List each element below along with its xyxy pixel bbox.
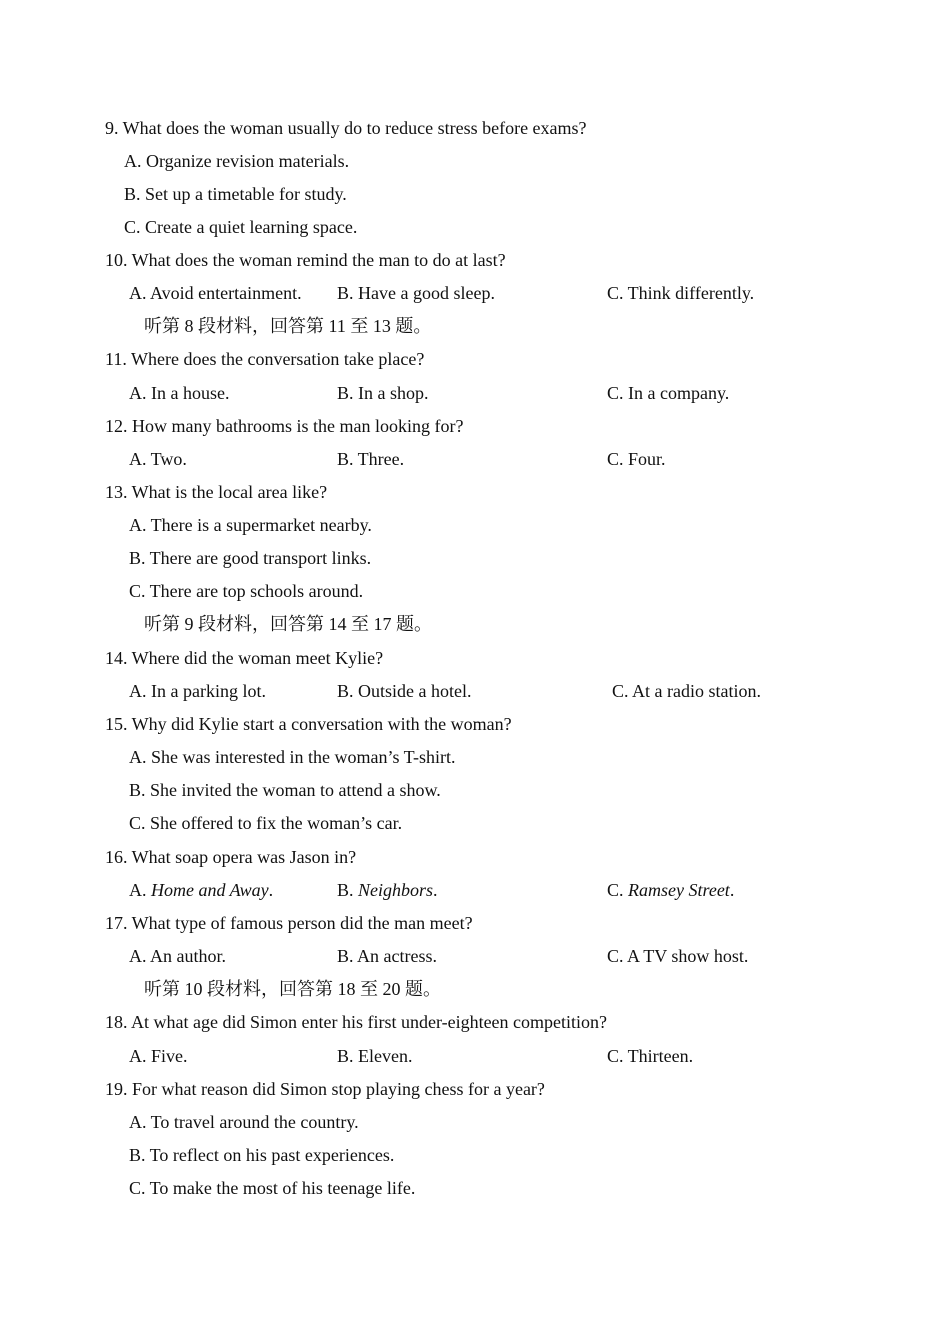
option-period: . <box>729 880 735 900</box>
option-title: Neighbors <box>358 880 434 900</box>
question-11-option-a: A. In a house. <box>129 383 230 403</box>
option-title: Ramsey Street <box>628 880 730 900</box>
question-10-option-a: A. Avoid entertainment. <box>129 283 302 303</box>
question-11-option-c: C. In a company. <box>607 383 730 403</box>
option-title: Home and Away <box>151 880 269 900</box>
question-13-stem: 13. What is the local area like? <box>105 482 328 502</box>
question-19-option-a: A. To travel around the country. <box>129 1112 359 1132</box>
question-14-option-a: A. In a parking lot. <box>129 681 266 701</box>
question-10-stem: 10. What does the woman remind the man to do at last? <box>105 250 506 270</box>
question-12-option-a: A. Two. <box>129 449 187 469</box>
section-10-instruction: 听第 10 段材料，回答第 18 至 20 题。 <box>144 979 441 999</box>
question-16-option-b <box>337 879 438 901</box>
question-12-stem: 12. How many bathrooms is the man looking for? <box>105 416 464 436</box>
option-period: . <box>268 880 274 900</box>
question-13-option-c: C. There are top schools around. <box>129 581 364 601</box>
question-15-option-c: C. She offered to fix the woman’s car. <box>129 813 403 833</box>
question-14-option-b: B. Outside a hotel. <box>337 681 472 701</box>
question-14-option-c: C. At a radio station. <box>612 681 761 701</box>
question-17-option-b: B. An actress. <box>337 946 437 966</box>
question-15-option-a: A. She was interested in the woman’s T-shirt. <box>129 747 456 767</box>
question-11-option-b: B. In a shop. <box>337 383 429 403</box>
question-16-option-a <box>129 879 273 901</box>
question-16-option-c <box>607 879 734 901</box>
question-18-option-c: C. Thirteen. <box>607 1046 694 1066</box>
question-9-option-b: B. Set up a timetable for study. <box>124 184 347 204</box>
question-13-option-b: B. There are good transport links. <box>129 548 372 568</box>
section-9-instruction: 听第 9 段材料，回答第 14 至 17 题。 <box>144 614 432 634</box>
option-period: . <box>433 880 438 900</box>
question-15-option-b: B. She invited the woman to attend a show. <box>129 780 441 800</box>
question-19-option-b: B. To reflect on his past experiences. <box>129 1145 395 1165</box>
question-10-option-b: B. Have a good sleep. <box>337 283 495 303</box>
question-18-option-a: A. Five. <box>129 1046 188 1066</box>
question-19-stem: 19. For what reason did Simon stop playing chess for a year? <box>105 1079 545 1099</box>
question-9-option-a: A. Organize revision materials. <box>124 151 350 171</box>
question-13-option-a: A. There is a supermarket nearby. <box>129 515 372 535</box>
question-17-stem: 17. What type of famous person did the man meet? <box>105 913 473 933</box>
question-17-option-c: C. A TV show host. <box>607 946 749 966</box>
section-8-instruction: 听第 8 段材料，回答第 11 至 13 题。 <box>144 316 432 336</box>
question-16-stem: 16. What soap opera was Jason in? <box>105 847 357 867</box>
question-11-stem: 11. Where does the conversation take place? <box>105 349 425 369</box>
option-label: A. <box>129 880 151 900</box>
option-label: C. <box>607 880 629 900</box>
question-19-option-c: C. To make the most of his teenage life. <box>129 1178 416 1198</box>
question-15-stem: 15. Why did Kylie start a conversation with the woman? <box>105 714 512 734</box>
question-18-option-b: B. Eleven. <box>337 1046 413 1066</box>
question-9-option-c: C. Create a quiet learning space. <box>124 217 358 237</box>
question-17-option-a: A. An author. <box>129 946 226 966</box>
question-12-option-b: B. Three. <box>337 449 405 469</box>
question-14-stem: 14. Where did the woman meet Kylie? <box>105 648 384 668</box>
question-10-option-c: C. Think differently. <box>607 283 755 303</box>
question-12-option-c: C. Four. <box>607 449 666 469</box>
option-label: B. <box>337 880 359 900</box>
question-18-stem: 18. At what age did Simon enter his first under-eighteen competition? <box>105 1012 608 1032</box>
question-9-stem: 9. What does the woman usually do to reduce stress before exams? <box>105 118 587 138</box>
